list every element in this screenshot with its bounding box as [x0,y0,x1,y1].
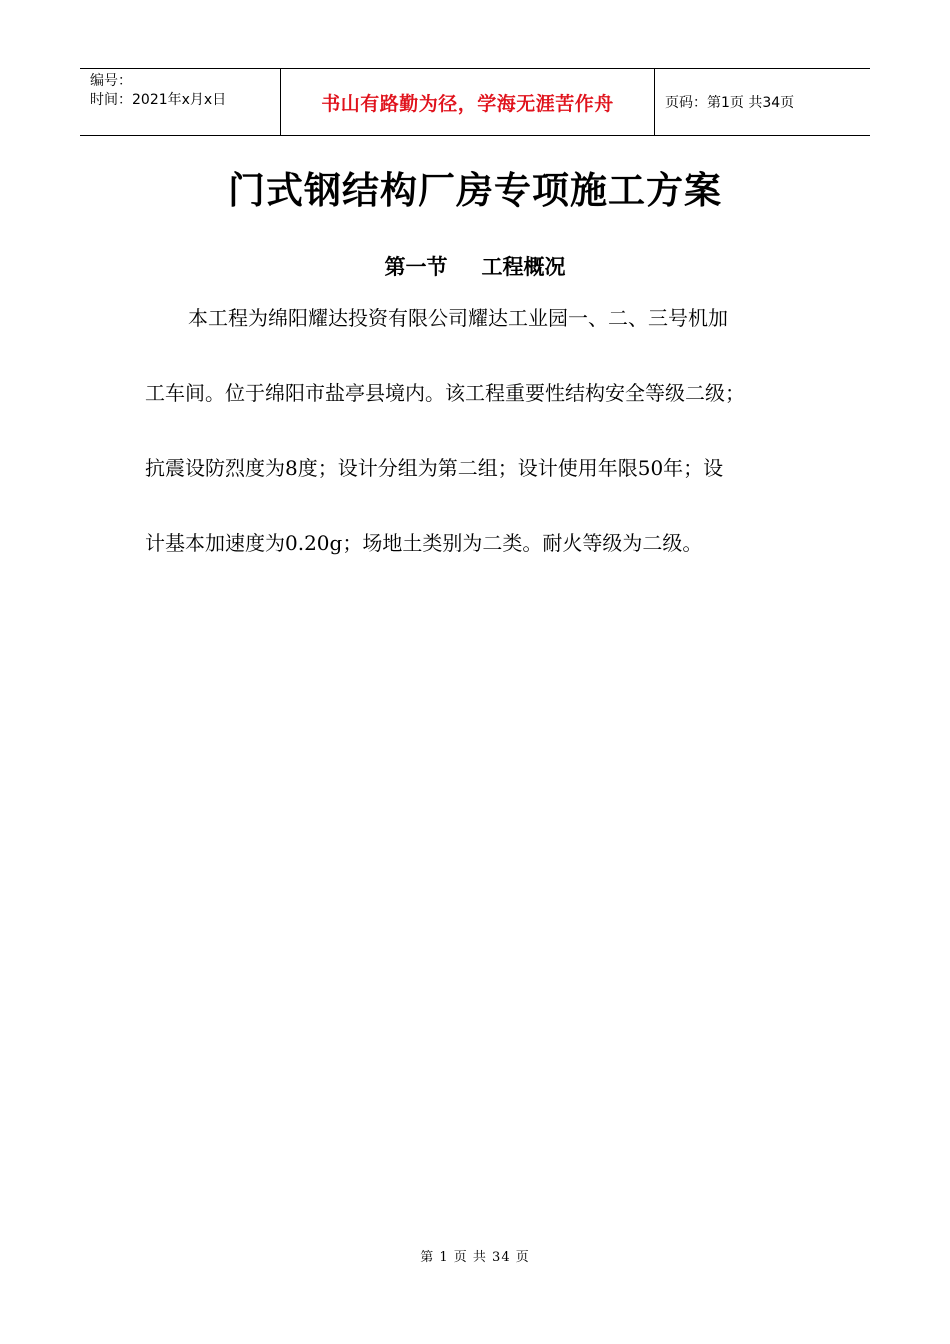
header-page-info: 页码：第1页 共34页 [665,95,795,111]
header-motto: 书山有路勤为径，学海无涯苦作舟 [321,92,614,115]
document-number-label: 编号： [90,73,132,89]
document-date: 时间：2021年x月x日 [90,92,227,108]
page-footer: 第 1 页 共 34 页 [420,1250,530,1265]
paragraph-line: 本工程为绵阳耀达投资有限公司耀达工业园一、二、三号机加 [188,306,728,330]
paragraph-line: 抗震设防烈度为8度；设计分组为第二组；设计使用年限50年；设 [145,456,724,480]
section-name: 工程概况 [481,255,566,279]
header-motto-cell [281,69,655,135]
header-meta-cell [80,69,281,135]
page-header [80,68,870,136]
section-number: 第一节 [384,255,448,279]
paragraph-line: 计基本加速度为0.20g；场地土类别为二类。耐火等级为二级。 [145,531,703,555]
paragraph-line: 工车间。位于绵阳市盐亭县境内。该工程重要性结构安全等级二级； [145,381,745,405]
section-heading [0,251,950,281]
header-page-cell [655,69,870,135]
document-title: 门式钢结构厂房专项施工方案 [228,169,722,212]
